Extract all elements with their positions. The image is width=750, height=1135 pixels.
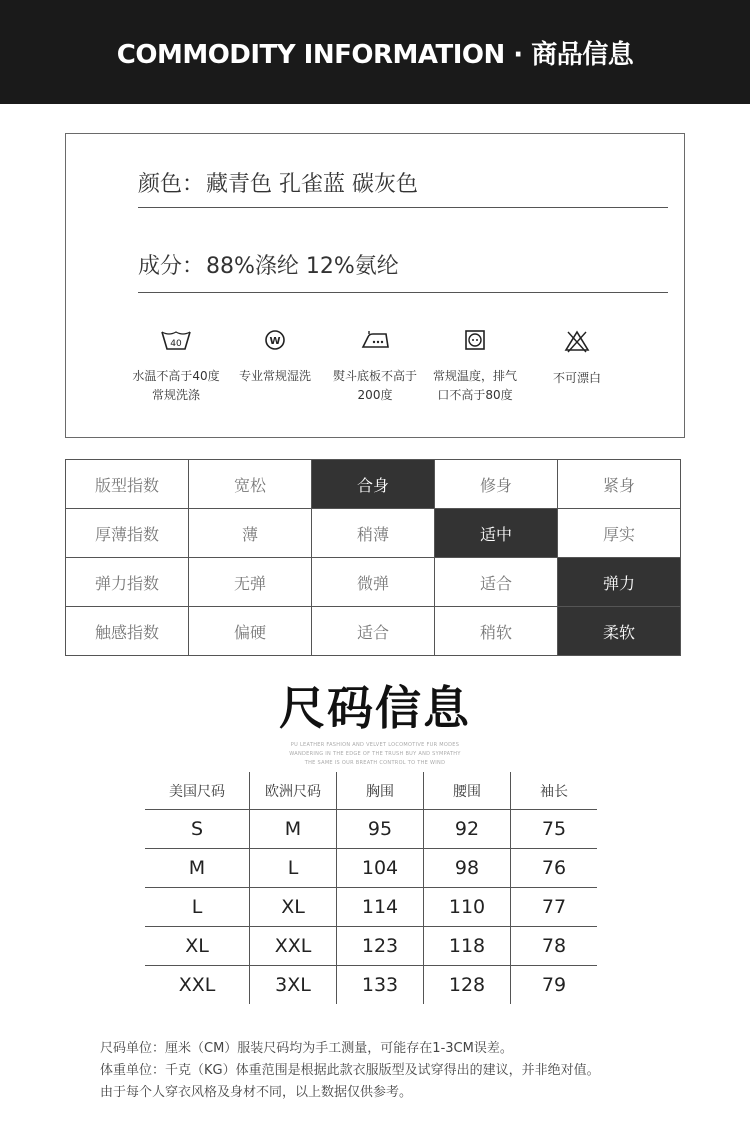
professional-wash-icon xyxy=(263,329,287,351)
care-label: 口不高于80度 xyxy=(437,388,513,402)
care-item-bleach xyxy=(517,329,637,388)
index-option: 稍薄 xyxy=(312,509,435,558)
wash-40-icon xyxy=(160,329,192,351)
table-cell: 75 xyxy=(511,810,598,849)
column-header: 腰围 xyxy=(424,772,511,810)
column-header: 胸围 xyxy=(337,772,424,810)
care-label: 熨斗底板不高于 xyxy=(332,369,417,383)
table-cell: 76 xyxy=(511,849,598,888)
index-option: 无弹 xyxy=(189,558,312,607)
tumble-dry-icon xyxy=(463,329,487,351)
index-option: 稍软 xyxy=(435,607,558,656)
column-header: 美国尺码 xyxy=(145,772,250,810)
care-label: 专业常规湿洗 xyxy=(238,369,311,383)
column-header: 袖长 xyxy=(511,772,598,810)
index-option: 修身 xyxy=(435,460,558,509)
index-option: 薄 xyxy=(189,509,312,558)
index-option: 适合 xyxy=(312,607,435,656)
note-line: 尺码单位：厘米（CM）服装尺码均为手工测量，可能存在1-3CM误差。 xyxy=(100,1041,513,1056)
table-cell: 78 xyxy=(511,927,598,966)
index-option-selected: 合身 xyxy=(312,460,435,509)
table-row xyxy=(145,888,597,927)
size-notes xyxy=(100,1038,600,1104)
index-option: 微弹 xyxy=(312,558,435,607)
table-cell: 118 xyxy=(424,927,511,966)
index-option: 偏硬 xyxy=(189,607,312,656)
index-row-label: 版型指数 xyxy=(66,460,189,509)
table-cell: XL xyxy=(250,888,337,927)
care-label: 水温不高于40度 xyxy=(132,369,220,383)
index-row-label: 厚薄指数 xyxy=(66,509,189,558)
index-option-selected: 柔软 xyxy=(558,607,681,656)
table-cell: XXL xyxy=(178,974,216,996)
index-grid xyxy=(65,459,681,656)
decorative-caption: WANDERING IN THE EDGE OF THE TRUSH BUY AND SYMPATHY xyxy=(289,751,461,757)
index-option-selected: 弹力 xyxy=(558,558,681,607)
table-cell: L xyxy=(250,849,337,888)
note-line: 由于每个人穿衣风格及身材不同，以上数据仅供参考。 xyxy=(100,1085,413,1100)
divider xyxy=(138,292,668,293)
table-cell: 77 xyxy=(511,888,598,927)
table-cell: 104 xyxy=(337,849,424,888)
table-row xyxy=(145,810,597,849)
size-section-title: 尺码信息 xyxy=(279,681,471,735)
index-row xyxy=(66,558,681,607)
table-cell: 79 xyxy=(511,966,598,1005)
index-option-selected: 适中 xyxy=(435,509,558,558)
care-label: 不可漂白 xyxy=(552,371,601,385)
decorative-caption: PU LEATHER FASHION AND VELVET LOCOMOTIVE FUR MODES xyxy=(290,742,460,748)
commodity-info-box xyxy=(65,133,685,438)
divider xyxy=(138,207,668,208)
care-label: 常规洗涤 xyxy=(151,388,200,402)
table-cell: 110 xyxy=(424,888,511,927)
column-header: 欧洲尺码 xyxy=(250,772,337,810)
decorative-caption: THE SAME IS OUR BREATH CONTROL TO THE WIND xyxy=(304,760,446,766)
table-cell: 92 xyxy=(424,810,511,849)
care-label: 常规温度，排气 xyxy=(432,369,517,383)
table-cell: 128 xyxy=(424,966,511,1005)
color-value: 藏青色 孔雀蓝 碳灰色 xyxy=(206,172,419,197)
table-cell: 95 xyxy=(337,810,424,849)
index-option: 厚实 xyxy=(558,509,681,558)
index-option: 宽松 xyxy=(189,460,312,509)
index-row xyxy=(66,460,681,509)
index-option: 紧身 xyxy=(558,460,681,509)
table-cell: 3XL xyxy=(250,966,337,1005)
material-row xyxy=(138,249,399,280)
table-cell: XXL xyxy=(250,927,337,966)
svg-text:W: W xyxy=(269,336,281,347)
index-row-label: 弹力指数 xyxy=(66,558,189,607)
table-cell: 133 xyxy=(337,966,424,1005)
table-cell: 114 xyxy=(337,888,424,927)
index-row xyxy=(66,509,681,558)
color-label: 颜色： xyxy=(138,172,205,197)
table-cell: XL xyxy=(145,927,250,966)
table-row xyxy=(145,849,597,888)
table-cell: L xyxy=(145,888,250,927)
table-row xyxy=(145,927,597,966)
no-bleach-icon xyxy=(563,329,591,353)
table-row xyxy=(145,966,597,1005)
note-line: 体重单位：千克（KG）体重范围是根据此款衣服版型及试穿得出的建议，并非绝对值。 xyxy=(100,1063,600,1078)
size-table xyxy=(145,772,597,1004)
table-cell: M xyxy=(250,810,337,849)
header-banner xyxy=(0,0,750,104)
material-label: 成分： xyxy=(138,254,205,279)
color-row xyxy=(138,167,418,198)
care-label: 200度 xyxy=(357,388,393,402)
svg-text:40: 40 xyxy=(170,339,182,349)
table-cell: 98 xyxy=(424,849,511,888)
index-row xyxy=(66,607,681,656)
table-cell: 123 xyxy=(337,927,424,966)
material-value: 88%涤纶 12%氨纶 xyxy=(206,254,399,279)
table-cell: M xyxy=(145,849,250,888)
table-cell: S xyxy=(145,810,250,849)
index-option: 适合 xyxy=(435,558,558,607)
index-row-label: 触感指数 xyxy=(66,607,189,656)
header-title: COMMODITY INFORMATION · 商品信息 xyxy=(116,39,634,70)
iron-icon xyxy=(359,329,391,351)
